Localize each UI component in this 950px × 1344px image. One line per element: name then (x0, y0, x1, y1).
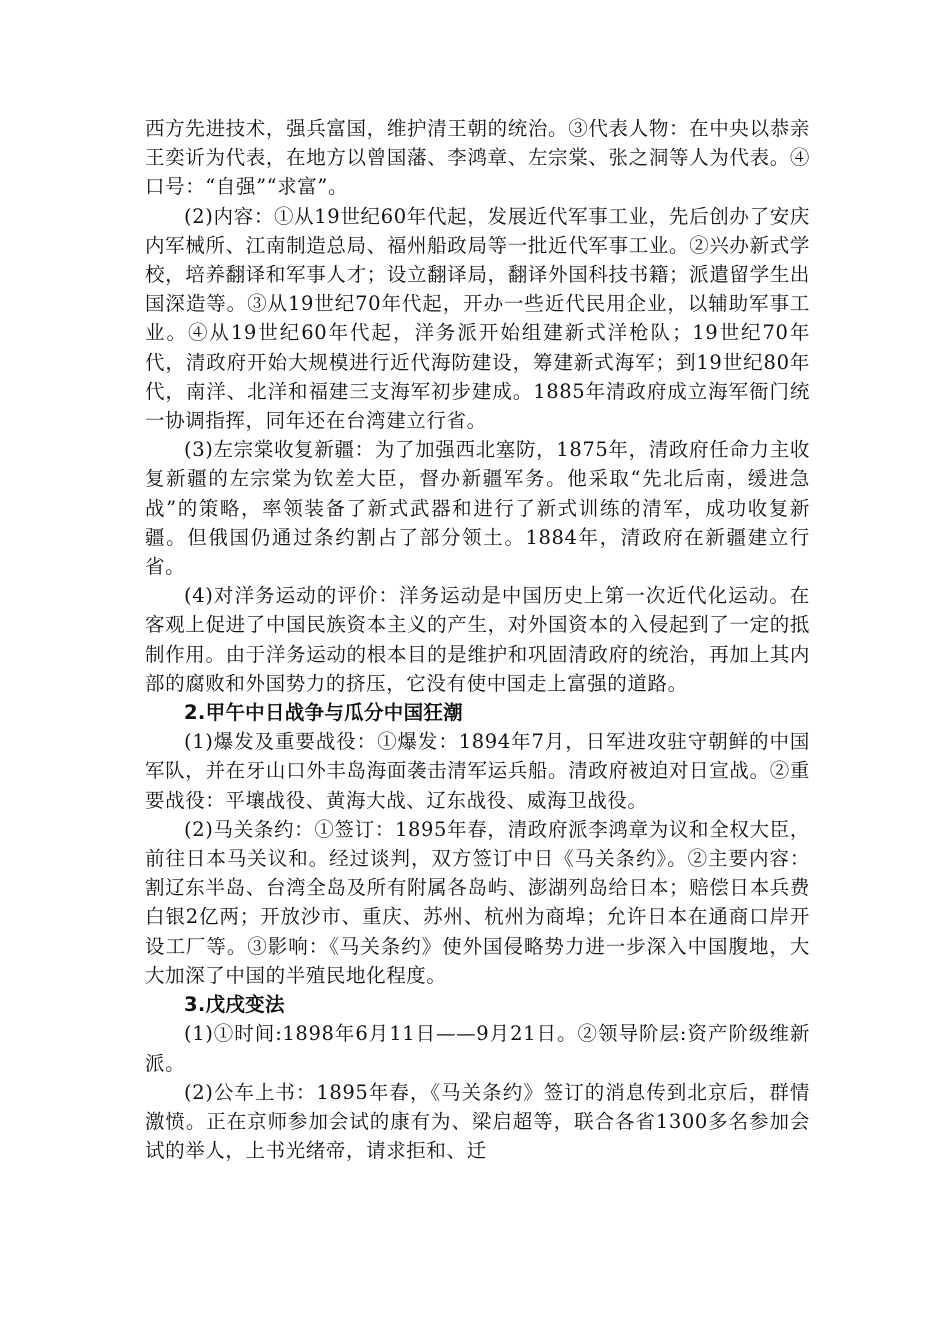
paragraph-time: (1)①时间:1898年6月11日——9月21日。②领导阶层:资产阶级维新派。 (145, 1022, 810, 1075)
section-heading-reform: 3.戊戌变法 (184, 993, 285, 1017)
paragraph-intro-continuation: 西方先进技术，强兵富国，维护清王朝的统治。③代表人物：在中央以恭亲王奕䜣为代表，在地方以曾国藩、李鸿章、左宗棠、张之洞等人为代表。④口号：“自强”“求富”。 (145, 117, 810, 199)
section-heading-sino-japanese-war: 2.甲午中日战争与瓜分中国狂潮 (184, 701, 463, 725)
document-page (145, 114, 810, 1165)
paragraph-outbreak: (1)爆发及重要战役：①爆发：1894年7月，日军进攻驻守朝鲜的中国军队，并在牙山口外丰岛海面袭击清军运兵船。清政府被迫对日宣战。②重要战役：平壤战役、黄海大战、辽东战役、威海卫战役。 (145, 730, 810, 812)
paragraph-evaluation: (4)对洋务运动的评价：洋务运动是中国历史上第一次近代化运动。在客观上促进了中国民族资本主义的产生，对外国资本的入侵起到了一定的抵制作用。由于洋务运动的根本目的是维护和巩固清政府的统治，再加上其内部的腐败和外国势力的挤压，它没有使中国走上富强的道路。 (145, 584, 810, 695)
paragraph-content: (2)内容：①从19世纪60年代起，发展近代军事工业，先后创办了安庆内军械所、江南制造总局、福州船政局等一批近代军事工业。②兴办新式学校，培养翻译和军事人才；设立翻译局，翻译外国科技书籍；派遣留学生出国深造等。③从19世纪70年代起，开办一些近代民用企业，以辅助军事工业。④从19世纪60年代起，洋务派开始组建新式洋枪队；19世纪70年代，清政府开始大规模进行近代海防建设，筹建新式海军；到19世纪80年代，南洋、北洋和福建三支海军初步建成。1885年清政府成立海军衙门统一协调指挥，同年还在台湾建立行省。 (145, 204, 810, 433)
paragraph-xinjiang: (3)左宗棠收复新疆：为了加强西北塞防，1875年，清政府任命力主收复新疆的左宗棠为钦差大臣，督办新疆军务。他采取“先北后南，缓进急战”的策略，率领装备了新式武器和进行了新式训练的清军，成功收复新疆。但俄国仍通过条约割占了部分领土。1884年，清政府在新疆建立行省。 (145, 438, 810, 579)
paragraph-petition: (2)公车上书：1895年春，《马关条约》签订的消息传到北京后，群情激愤。正在京师参加会试的康有为、梁启超等，联合各省1300多名参加会试的举人，上书光绪帝，请求拒和、迁 (145, 1080, 810, 1163)
paragraph-shimonoseki: (2)马关条约：①签订：1895年春，清政府派李鸿章为议和全权大臣，前往日本马关议和。经过谈判，双方签订中日《马关条约》。②主要内容：割辽东半岛、台湾全岛及所有附属各岛屿、澎湖列岛给日本；赔偿日本兵费白银2亿两；开放沙市、重庆、苏州、杭州为商埠；允许日本在通商口岸开设工厂等。③影响：《马关条约》使外国侵略势力进一步深入中国腹地，大大加深了中国的半殖民地化程度。 (145, 817, 810, 987)
